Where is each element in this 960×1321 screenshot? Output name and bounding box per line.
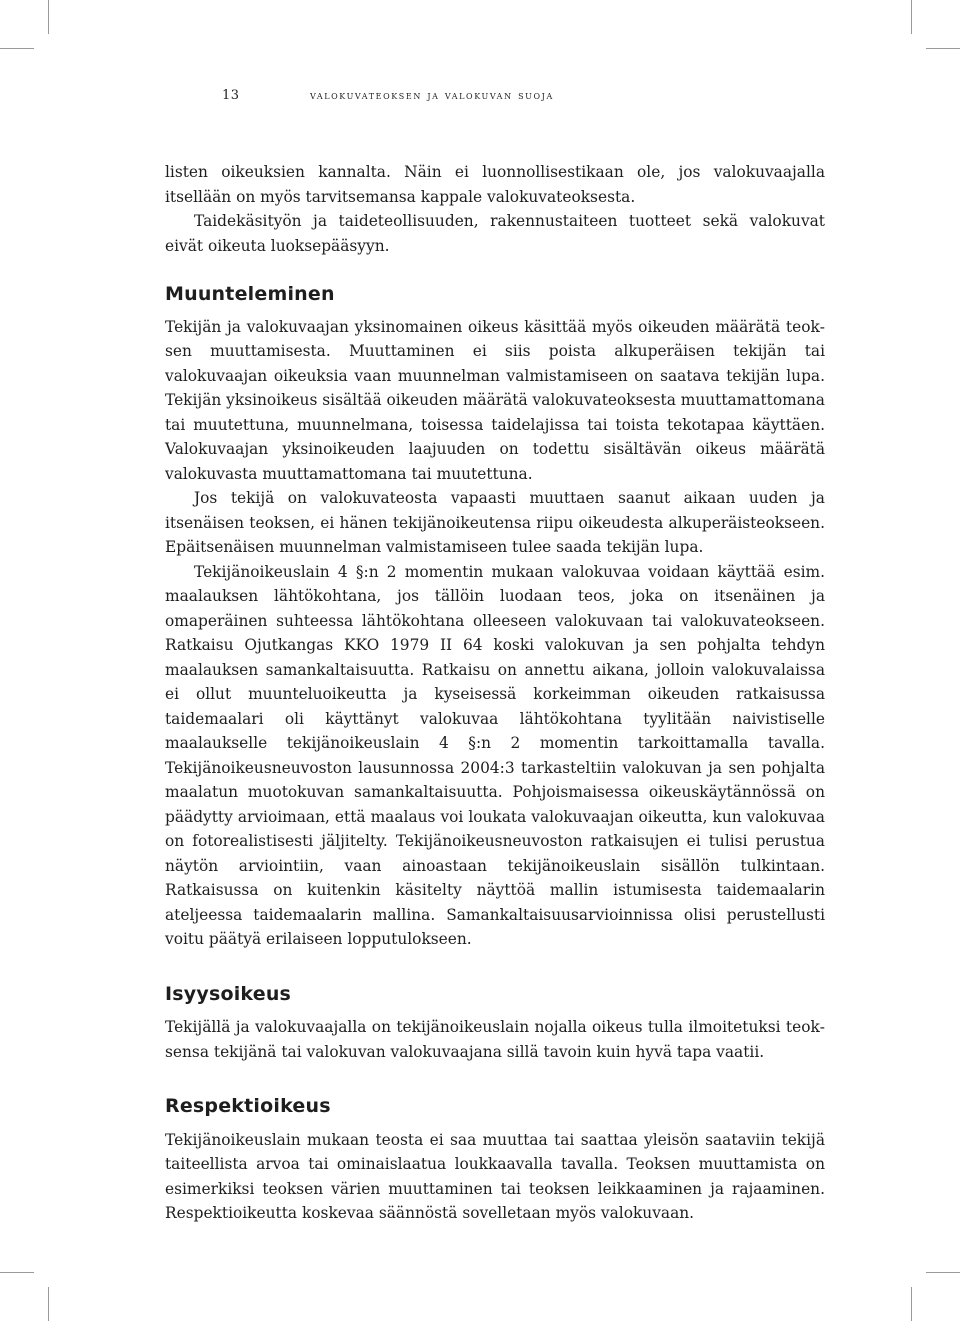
crop-mark-top-left	[48, 0, 49, 34]
crop-mark-bottom-right	[911, 1287, 912, 1321]
page-header	[0, 88, 960, 108]
section-heading-muunteleminen: Muunteleminen	[165, 283, 335, 305]
paragraph: Jos tekijä on valokuvateosta vapaasti muuttaen saanut aikaan uuden ja itsenäisen teoksen, ei hänen tekijänoikeutensa riipu oikeudesta alkuperäisteokseen. Epäitsenäisen muunnelman valmistamiseen tulee saada tekijän lupa.	[165, 489, 825, 556]
paragraph: Taidekäsityön ja taideteollisuuden, rakennustaiteen tuotteet sekä valokuvat eivät oikeuta luoksepääsyyn.	[165, 212, 825, 255]
paragraph: Tekijällä ja valokuvaajalla on tekijänoikeuslain nojalla oikeus tulla ilmoitetuksi teoksensa tekijänä tai valokuvan valokuvaajana sillä tavoin kuin hyvä tapa vaatii.	[165, 1018, 825, 1061]
paragraph: Tekijänoikeuslain mukaan teosta ei saa muuttaa tai saattaa yleisön saataviin tekijä taiteellista arvoa tai ominaislaatua loukkaavalla tavalla. Teoksen muuttamista on esimerkiksi teoksen värien muuttaminen tai teoksen leikkaaminen ja rajaaminen. Respektioikeutta koskevaa säännöstä sovelletaan myös valokuvaan.	[165, 1130, 825, 1222]
crop-mark-bottom-left-h	[0, 1272, 34, 1273]
crop-mark-top-right-h	[926, 48, 960, 49]
crop-mark-bottom-left	[48, 1287, 49, 1321]
section-heading-respektioikeus: Respektioikeus	[165, 1095, 331, 1117]
crop-mark-top-left-h	[0, 48, 34, 49]
running-title: valokuvateoksen ja valokuvan suoja	[310, 88, 554, 102]
section-heading-isyysoikeus: Isyysoikeus	[165, 982, 292, 1005]
paragraph: listen oikeuksien kannalta. Näin ei luonnollisestikaan ole, jos valokuvaajalla itsellään on myös tarvitsemansa kappale valokuvateoksesta.	[165, 163, 825, 206]
crop-mark-bottom-right-h	[926, 1272, 960, 1273]
paragraph: Tekijän ja valokuvaajan yksinomainen oikeus käsittää myös oikeuden määrätä teoksen muuttamisesta. Muuttaminen ei siis poista alkuperäisen tekijän tai valokuvaajan oikeuksia vaan muunnelman valmistamiseen on saatava tekijän lupa. Tekijän yksinoikeus sisältää oikeuden määrätä valokuvateoksesta muuttamattomana tai muutettuna, muunnelmana, toisessa taidelajissa tai toista tekotapaa käyttäen. Valokuvaajan yksinoikeuden laajuuden on todettu sisältävän oikeus määrätä valokuvasta muuttamattomana tai muutettuna.	[165, 317, 825, 483]
page-number: 13	[222, 88, 240, 103]
page-body	[165, 160, 825, 1226]
crop-mark-top-right	[911, 0, 912, 34]
paragraph: Tekijänoikeuslain 4 §:n 2 momentin mukaan valokuvaa voidaan käyttää esim. maalauksen lähtökohtana, jos tällöin luodaan teos, joka on itsenäinen ja omaperäinen suhteessa lähtökohtana olleeseen valokuvaan tai valokuvateokseen. Ratkaisu Ojutkangas KKO 1979 II 64 koski valokuvan ja sen pohjalta tehdyn maalauksen samankaltaisuutta. Ratkaisu on annettu aikana, jolloin valokuvalaissa ei ollut muunteluoikeutta ja kyseisessä korkeimman oikeuden ratkaisussa taidemaalari oli käyttänyt valokuvaa lähtökohtana tyylitään naivistiselle maalaukselle tekijänoikeuslain 4 §:n 2 momentin tarkoittamalla tavalla. Tekijänoikeusneuvoston lausunnossa 2004:3 tarkasteltiin valokuvan ja sen pohjalta maalatun muotokuvan samankaltaisuutta. Pohjoismaisessa oikeuskäytännössä on päädytty arvioimaan, että maalaus voi loukata valokuvaajan oikeutta, kun valokuvaa on fotorealistisesti jäljitelty. Tekijänoikeusneuvoston ratkaisujen ei tulisi perustua näytön arviointiin, vaan ainoastaan tekijänoikeuslain sisällön tulkintaan. Ratkaisussa on kuitenkin käsitelty näyttöä mallin istumisesta taidemaalarin ateljeessa taidemaalarin mallina. Samankaltaisuusarvioinnissa olisi perustellusti voitu päätyä erilaiseen lopputulokseen.	[165, 562, 825, 948]
